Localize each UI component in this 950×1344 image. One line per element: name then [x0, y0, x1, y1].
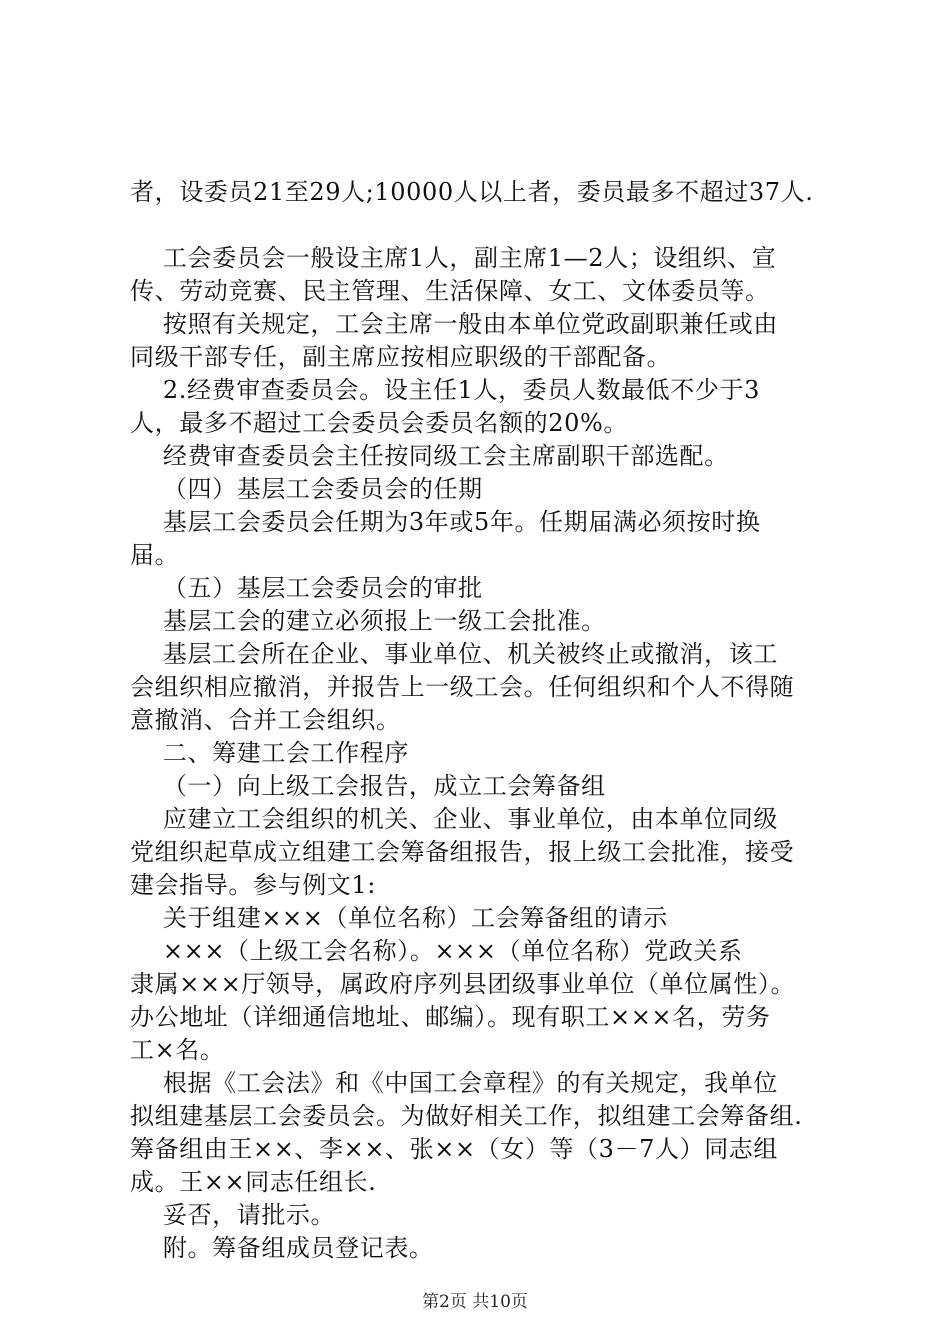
text-line: 成。王××同志任组长. [130, 1168, 377, 1196]
text-line: 党组织起草成立组建工会筹备组报告，报上级工会批准，接受 [130, 838, 795, 866]
text-line: 建会指导。参与例文1: [130, 871, 376, 899]
text-line: 经费审查委员会主任按同级工会主席副职干部选配。 [130, 442, 729, 470]
text-line: 会组织相应撤消，并报告上一级工会。任何组织和个人不得随 [130, 673, 795, 701]
text-line: 办公地址（详细通信地址、邮编）。现有职工×××名，劳务 [130, 1003, 771, 1031]
section-heading: 二、筹建工会工作程序 [130, 739, 409, 767]
text-line: 同级干部专任，副主席应按相应职级的干部配备。 [130, 343, 672, 371]
text-line: 届。 [130, 541, 180, 569]
text-line: 人，最多不超过工会委员会委员名额的20%。 [130, 409, 628, 437]
section-heading: （四）基层工会委员会的任期 [130, 475, 483, 503]
text-line: 基层工会的建立必须报上一级工会批准。 [130, 607, 606, 635]
section-heading: （五）基层工会委员会的审批 [130, 574, 483, 602]
text-line: 根据《工会法》和《中国工会章程》的有关规定，我单位 [130, 1069, 778, 1097]
text-line: 传、劳动竞赛、民主管理、生活保障、女工、文体委员等。 [130, 277, 770, 305]
section-heading: （一）向上级工会报告，成立工会筹备组 [130, 772, 606, 800]
text-line: 拟组建基层工会委员会。为做好相关工作，拟组建工会筹备组. [130, 1102, 803, 1130]
example-title: 关于组建×××（单位名称）工会筹备组的请示 [130, 904, 668, 932]
text-line: 者，设委员21至29人;10000人以上者，委员最多不超过37人. [130, 178, 814, 206]
text-line: 意撤消、合并工会组织。 [130, 706, 401, 734]
text-line: 基层工会委员会任期为3年或5年。任期届满必须按时换 [130, 508, 761, 536]
text-line: 妥否，请批示。 [130, 1201, 336, 1229]
text-line: 基层工会所在企业、事业单位、机关被终止或撤消，该工 [130, 640, 778, 668]
text-line: 应建立工会组织的机关、企业、事业单位，由本单位同级 [130, 805, 778, 833]
text-line: 工会委员会一般设主席1人，副主席1—2人；设组织、宣 [130, 244, 777, 272]
text-line: 筹备组由王××、李××、张××（女）等（3－7人）同志组 [130, 1135, 778, 1163]
text-line: 2.经费审查委员会。设主任1人，委员人数最低不少于3 [130, 376, 760, 404]
text-line: 附。筹备组成员登记表。 [130, 1234, 434, 1262]
document-body [130, 176, 830, 1265]
text-line: ×××（上级工会名称）。×××（单位名称）党政关系 [130, 937, 743, 965]
text-line: 按照有关规定，工会主席一般由本单位党政副职兼任或由 [130, 310, 778, 338]
page-number-footer: 第2页 共10页 [422, 1292, 528, 1312]
text-line: 隶属×××厅领导，属政府序列县团级事业单位（单位属性）。 [130, 970, 796, 998]
text-line: 工×名。 [130, 1036, 225, 1064]
